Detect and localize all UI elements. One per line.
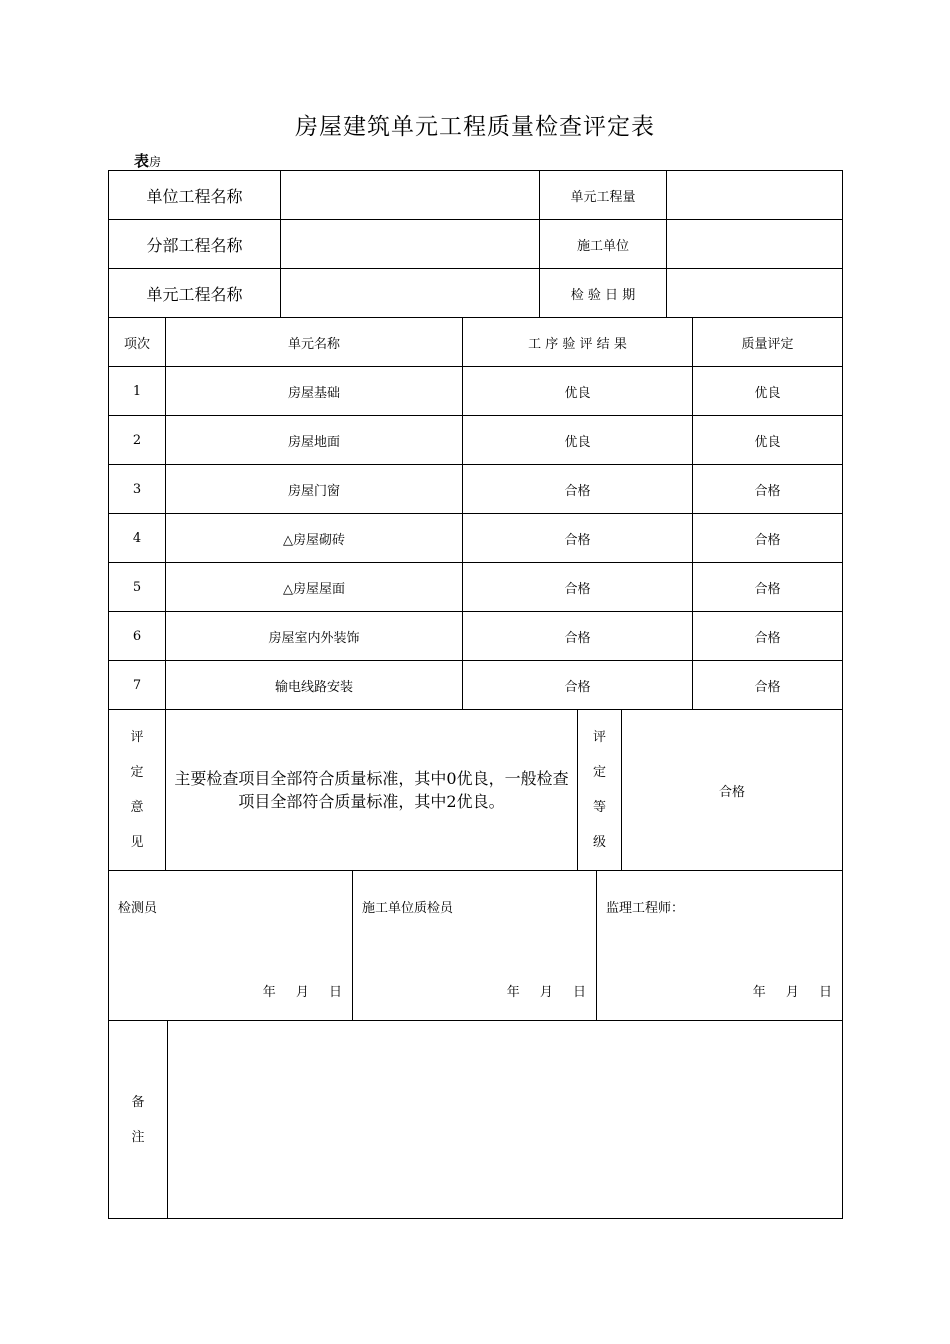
row-3-quality: 合格 — [693, 465, 843, 514]
row-4-no: 4 — [109, 514, 166, 563]
row-1-quality: 优良 — [693, 367, 843, 416]
element-project-field[interactable] — [281, 269, 540, 318]
row-2-name: 房屋地面 — [166, 416, 463, 465]
row-3-name: 房屋门窗 — [166, 465, 463, 514]
column-header-name: 单元名称 — [166, 318, 463, 367]
unit-project-field[interactable] — [281, 171, 540, 220]
opinion-label-char: 定 — [130, 765, 144, 780]
inspector-signature-box[interactable] — [109, 871, 353, 1021]
row-5-quality: 合格 — [693, 563, 843, 612]
qc-signature-box[interactable] — [353, 871, 597, 1021]
remarks-label-char: 注 — [131, 1129, 145, 1145]
row-4-result: 合格 — [463, 514, 693, 563]
row-6-result: 合格 — [463, 612, 693, 661]
row-2-result: 优良 — [463, 416, 693, 465]
row-6-name: 房屋室内外装饰 — [166, 612, 463, 661]
inspection-date-label: 检 验 日 期 — [540, 269, 667, 318]
row-7-name: 输电线路安装 — [166, 661, 463, 710]
element-project-label: 单元工程名称 — [109, 269, 281, 318]
row-3-result: 合格 — [463, 465, 693, 514]
grade-label-char: 等 — [592, 800, 606, 815]
inspector-label: 检测员 — [118, 901, 158, 916]
opinion-label-char: 见 — [130, 835, 144, 850]
grade-label-char: 级 — [592, 835, 606, 850]
division-field[interactable] — [281, 220, 540, 269]
supervisor-date: 年 月 日 — [752, 985, 832, 1000]
row-1-name: 房屋基础 — [166, 367, 463, 416]
inspection-date-field[interactable] — [667, 269, 843, 318]
row-4-name: △房屋砌砖 — [166, 514, 463, 563]
opinion-label-char: 评 — [130, 730, 144, 745]
remarks-field[interactable] — [168, 1021, 843, 1219]
row-5-no: 5 — [109, 563, 166, 612]
grade-label-char: 定 — [592, 765, 606, 780]
qc-date: 年 月 日 — [506, 985, 586, 1000]
row-3-no: 3 — [109, 465, 166, 514]
inspector-date: 年 月 日 — [262, 985, 342, 1000]
supervisor-label: 监理工程师： — [606, 901, 685, 916]
row-5-result: 合格 — [463, 563, 693, 612]
row-4-quality: 合格 — [693, 514, 843, 563]
row-2-no: 2 — [109, 416, 166, 465]
row-1-result: 优良 — [463, 367, 693, 416]
evaluation-form — [108, 170, 843, 1219]
row-5-name: △房屋屋面 — [166, 563, 463, 612]
remarks-label-char: 备 — [131, 1094, 145, 1110]
row-7-result: 合格 — [463, 661, 693, 710]
grade-value: 合格 — [622, 710, 843, 871]
remarks-label — [109, 1021, 168, 1219]
row-7-no: 7 — [109, 661, 166, 710]
division-label: 分部工程名称 — [109, 220, 281, 269]
element-quantity-field[interactable] — [667, 171, 843, 220]
unit-project-label: 单位工程名称 — [109, 171, 281, 220]
contractor-label: 施工单位 — [540, 220, 667, 269]
table-number — [134, 150, 161, 171]
row-6-quality: 合格 — [693, 612, 843, 661]
table-number-sub: 房 — [149, 155, 162, 169]
row-6-no: 6 — [109, 612, 166, 661]
grade-label-char: 评 — [592, 730, 606, 745]
column-header-process-result: 工 序 验 评 结 果 — [463, 318, 693, 367]
row-2-quality: 优良 — [693, 416, 843, 465]
opinion-label — [109, 710, 166, 871]
form-title: 房屋建筑单元工程质量检查评定表 — [295, 114, 655, 140]
element-quantity-label: 单元工程量 — [540, 171, 667, 220]
qc-label: 施工单位质检员 — [362, 901, 454, 916]
table-number-main: 表 — [134, 152, 150, 170]
supervisor-signature-box[interactable] — [597, 871, 843, 1021]
opinion-label-char: 意 — [130, 800, 144, 815]
contractor-field[interactable] — [667, 220, 843, 269]
column-header-quality: 质量评定 — [693, 318, 843, 367]
grade-label — [578, 710, 622, 871]
column-header-no: 项次 — [109, 318, 166, 367]
row-1-no: 1 — [109, 367, 166, 416]
row-7-quality: 合格 — [693, 661, 843, 710]
opinion-text: 主要检查项目全部符合质量标准，其中0优良，一般检查项目全部符合质量标准，其中2优良。 — [166, 710, 578, 871]
